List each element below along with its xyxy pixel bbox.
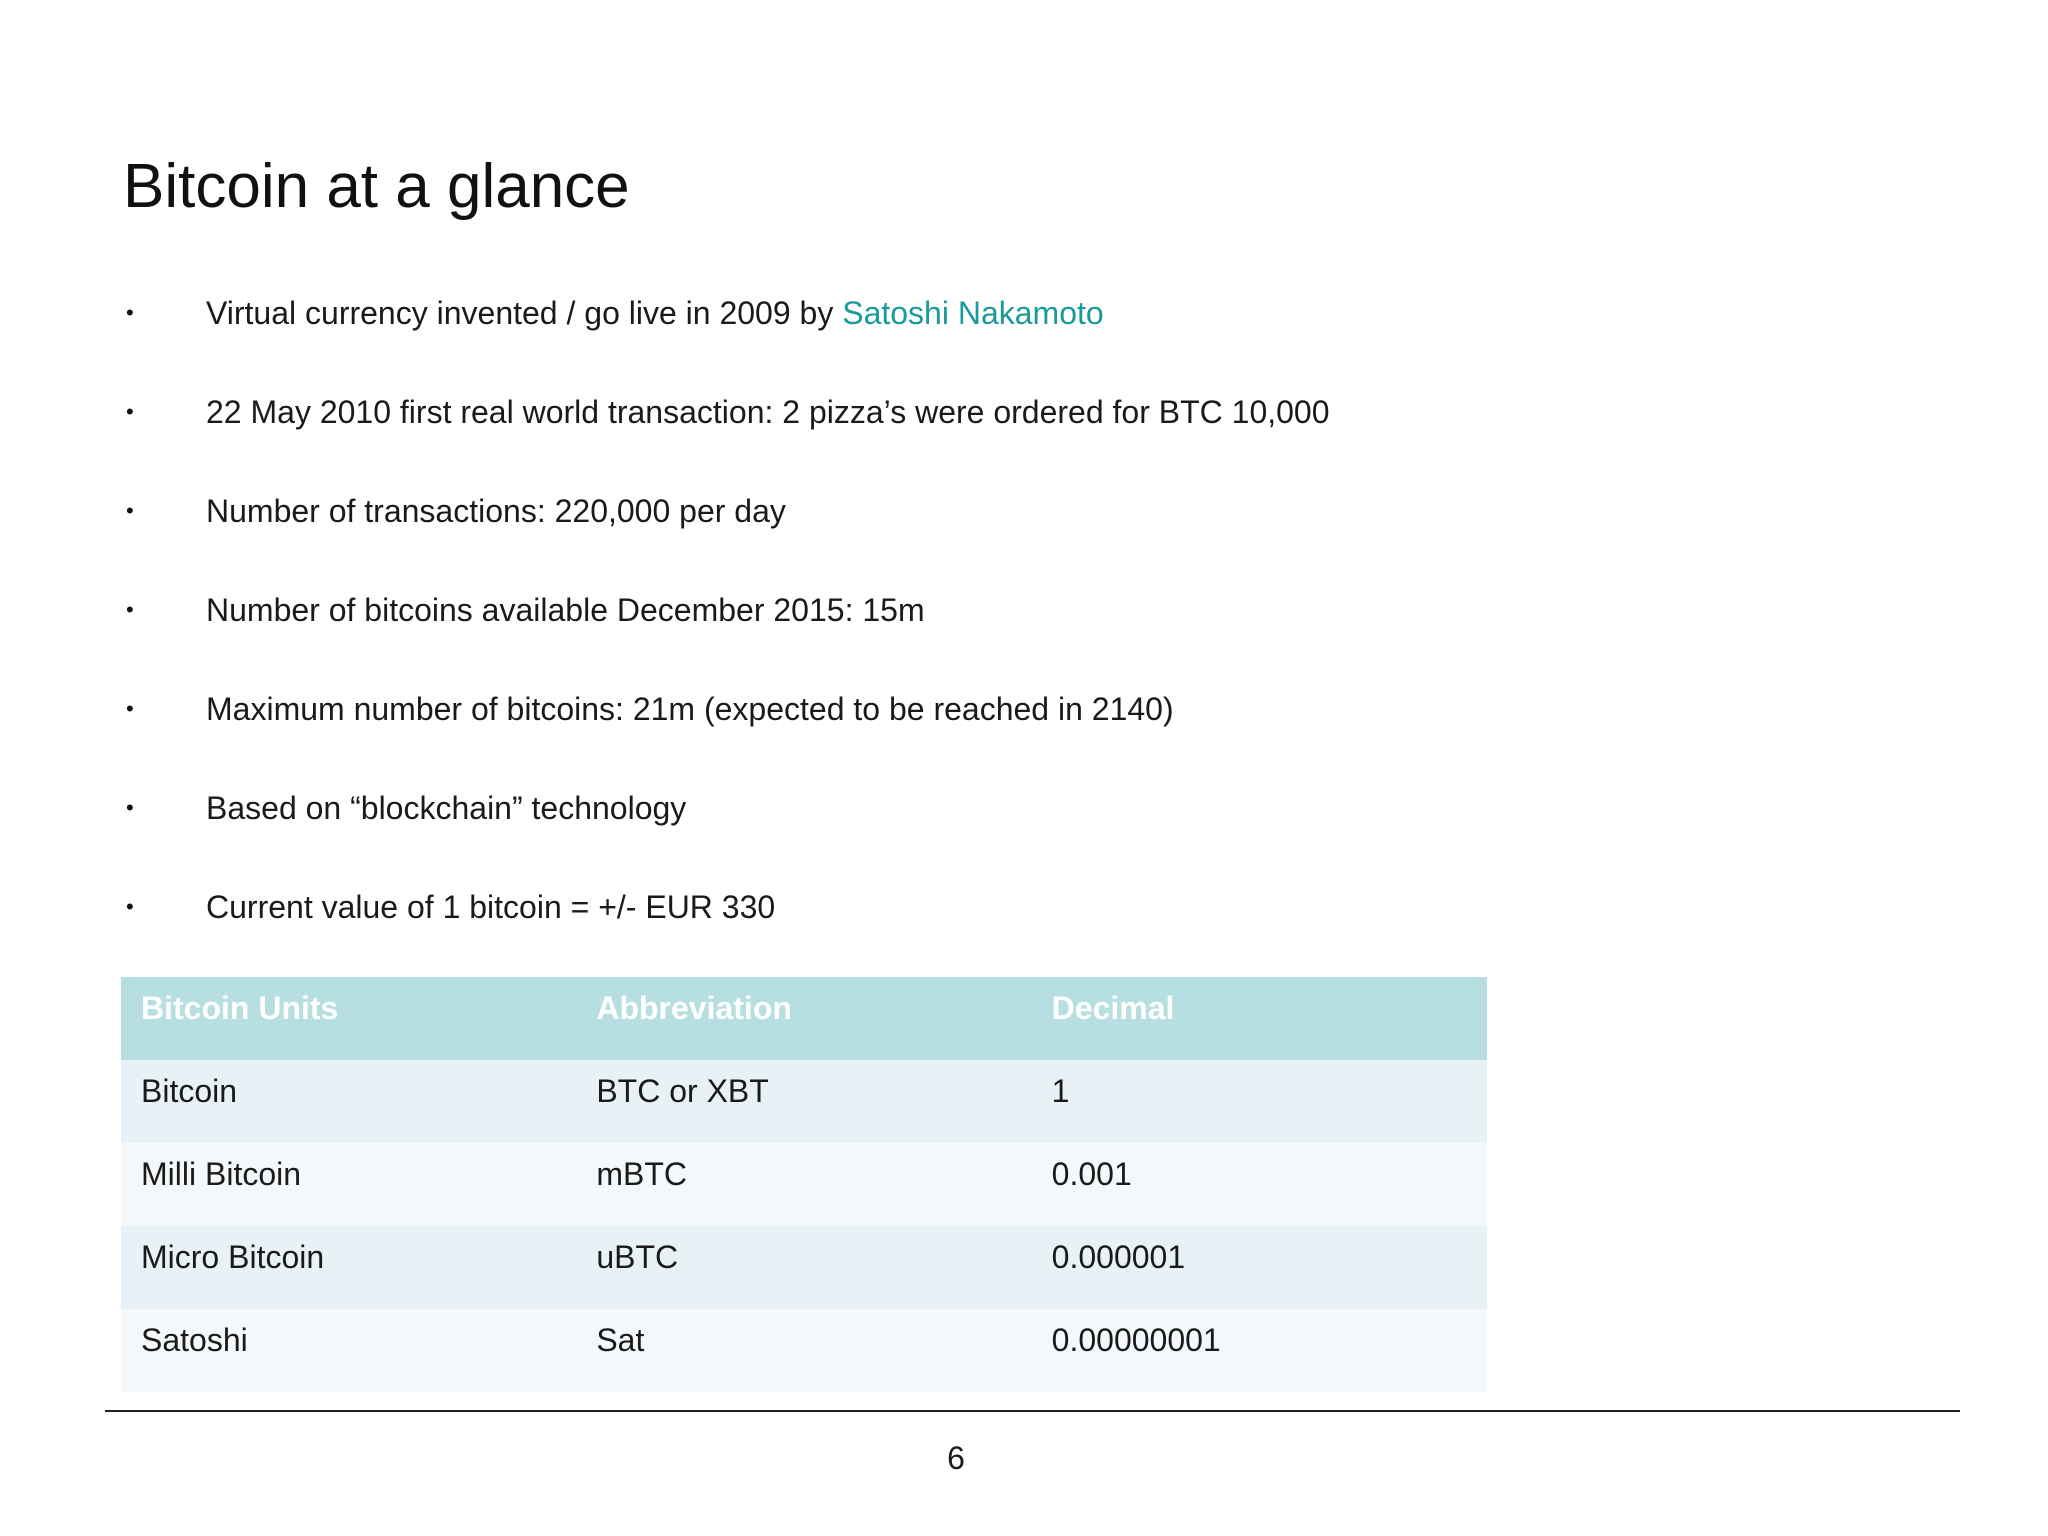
table-row — [121, 1060, 1487, 1143]
author-link[interactable]: Satoshi Nakamoto — [842, 295, 1104, 331]
bullet-text — [206, 290, 1104, 336]
bullet-text: 22 May 2010 first real world transaction: 2 pizza’s were ordered for BTC 10,000 — [206, 394, 1330, 430]
bullet-item — [123, 488, 1330, 587]
bullet-text-part: Virtual currency invented / go live in 2009 by — [206, 295, 843, 331]
footer-divider — [105, 1410, 1960, 1412]
bullet-item — [123, 686, 1330, 785]
bullet-icon: • — [126, 597, 134, 622]
table-header-row — [121, 977, 1487, 1060]
table-row — [121, 1143, 1487, 1226]
bullet-icon: • — [126, 795, 134, 820]
bullet-icon: • — [126, 399, 134, 424]
table-cell: mBTC — [576, 1143, 1031, 1226]
bullet-item — [123, 290, 1330, 389]
table-row — [121, 1226, 1487, 1309]
bullet-icon: • — [126, 696, 134, 721]
bullet-icon: • — [126, 300, 134, 325]
slide-title: Bitcoin at a glance — [123, 152, 630, 221]
page-number: 6 — [947, 1440, 965, 1476]
bullet-item — [123, 389, 1330, 488]
bullet-icon: • — [126, 498, 134, 523]
table-row — [121, 1309, 1487, 1392]
bullet-item — [123, 785, 1330, 884]
table-cell: 0.00000001 — [1032, 1309, 1487, 1392]
table-cell: Milli Bitcoin — [121, 1143, 576, 1226]
table-cell: 0.000001 — [1032, 1226, 1487, 1309]
column-header-units: Bitcoin Units — [121, 977, 576, 1060]
bitcoin-units-table — [121, 977, 1487, 1392]
bullet-icon: • — [126, 894, 134, 919]
table-cell: Sat — [576, 1309, 1031, 1392]
table-cell: 0.001 — [1032, 1143, 1487, 1226]
bullet-list — [123, 290, 1330, 983]
bullet-item — [123, 884, 1330, 983]
table-cell: Micro Bitcoin — [121, 1226, 576, 1309]
column-header-decimal: Decimal — [1032, 977, 1487, 1060]
bullet-text: Number of transactions: 220,000 per day — [206, 493, 786, 529]
table-cell: Bitcoin — [121, 1060, 576, 1143]
column-header-abbreviation: Abbreviation — [576, 977, 1031, 1060]
bullet-text: Maximum number of bitcoins: 21m (expected to be reached in 2140) — [206, 691, 1174, 727]
bullet-item — [123, 587, 1330, 686]
table-cell: uBTC — [576, 1226, 1031, 1309]
table-cell: 1 — [1032, 1060, 1487, 1143]
table-cell: Satoshi — [121, 1309, 576, 1392]
table-cell: BTC or XBT — [576, 1060, 1031, 1143]
bullet-text: Current value of 1 bitcoin = +/- EUR 330 — [206, 889, 776, 925]
bullet-text: Based on “blockchain” technology — [206, 790, 687, 826]
bullet-text: Number of bitcoins available December 2015: 15m — [206, 592, 925, 628]
